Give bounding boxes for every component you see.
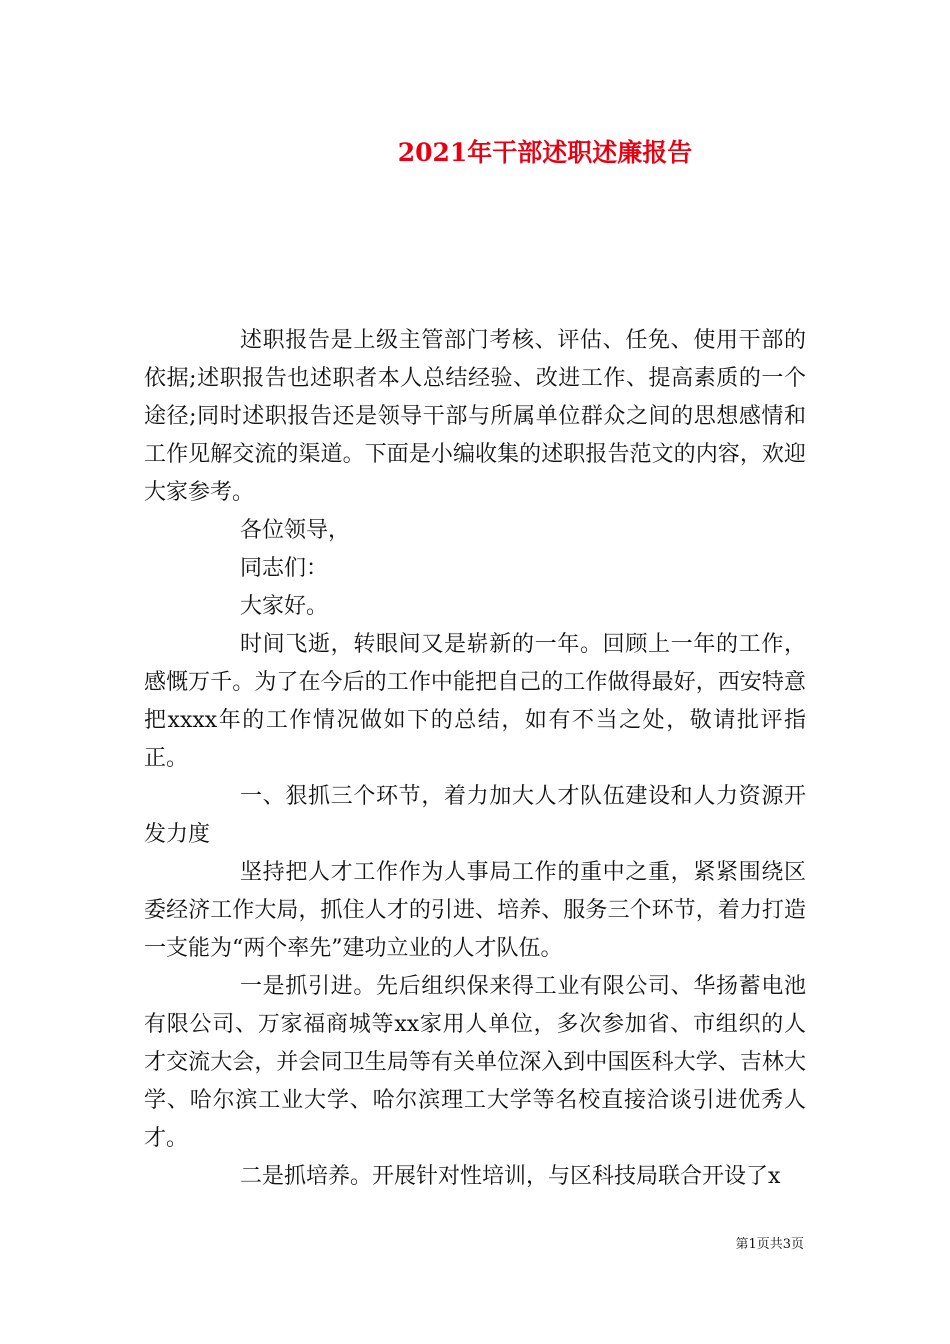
- section-heading-one: 一、狠抓三个环节，着力加大人才队伍建设和人力资源开发力度: [144, 784, 806, 847]
- document-body: [144, 322, 806, 1196]
- paragraph-greeting: 大家好。: [240, 594, 329, 619]
- paragraph-talent-work: 坚持把人才工作作为人事局工作的重中之重，紧紧围绕区委经济工作大局，抓住人才的引进、培养、服务三个环节，着力打造一支能为“两个率先”建功立业的人才队伍。: [144, 860, 806, 961]
- page-number-footer: 第1页共3页: [735, 1237, 804, 1252]
- paragraph-review: 时间飞逝，转眼间又是崭新的一年。回顾上一年的工作，感慨万千。为了在今后的工作中能把自己的工作做得最好，西安特意把xxxx年的工作情况做如下的总结，如有不当之处，敬请批评指正。: [144, 632, 806, 771]
- paragraph-training: 二是抓培养。开展针对性培训，与区科技局联合开设了x: [240, 1164, 781, 1189]
- paragraph-salutation-comrades: 同志们：: [240, 556, 329, 581]
- paragraph-intro: 述职报告是上级主管部门考核、评估、任免、使用干部的依据;述职报告也述职者本人总结经验、改进工作、提高素质的一个途径;同时述职报告还是领导干部与所属单位群众之间的思想感情和工作见解交流的渠道。下面是小编收集的述职报告范文的内容，欢迎大家参考。: [144, 328, 806, 505]
- paragraph-salutation-leaders: 各位领导，: [240, 518, 351, 543]
- paragraph-introduction-talent: 一是抓引进。先后组织保来得工业有限公司、华扬蓄电池有限公司、万家福商城等xx家用人单位，多次参加省、市组织的人才交流大会，并会同卫生局等有关单位深入到中国医科大学、吉林大学、哈尔滨工业大学、哈尔滨理工大学等名校直接洽谈引进优秀人才。: [144, 974, 806, 1151]
- document-title: 2021年干部述职述廉报告: [397, 138, 693, 167]
